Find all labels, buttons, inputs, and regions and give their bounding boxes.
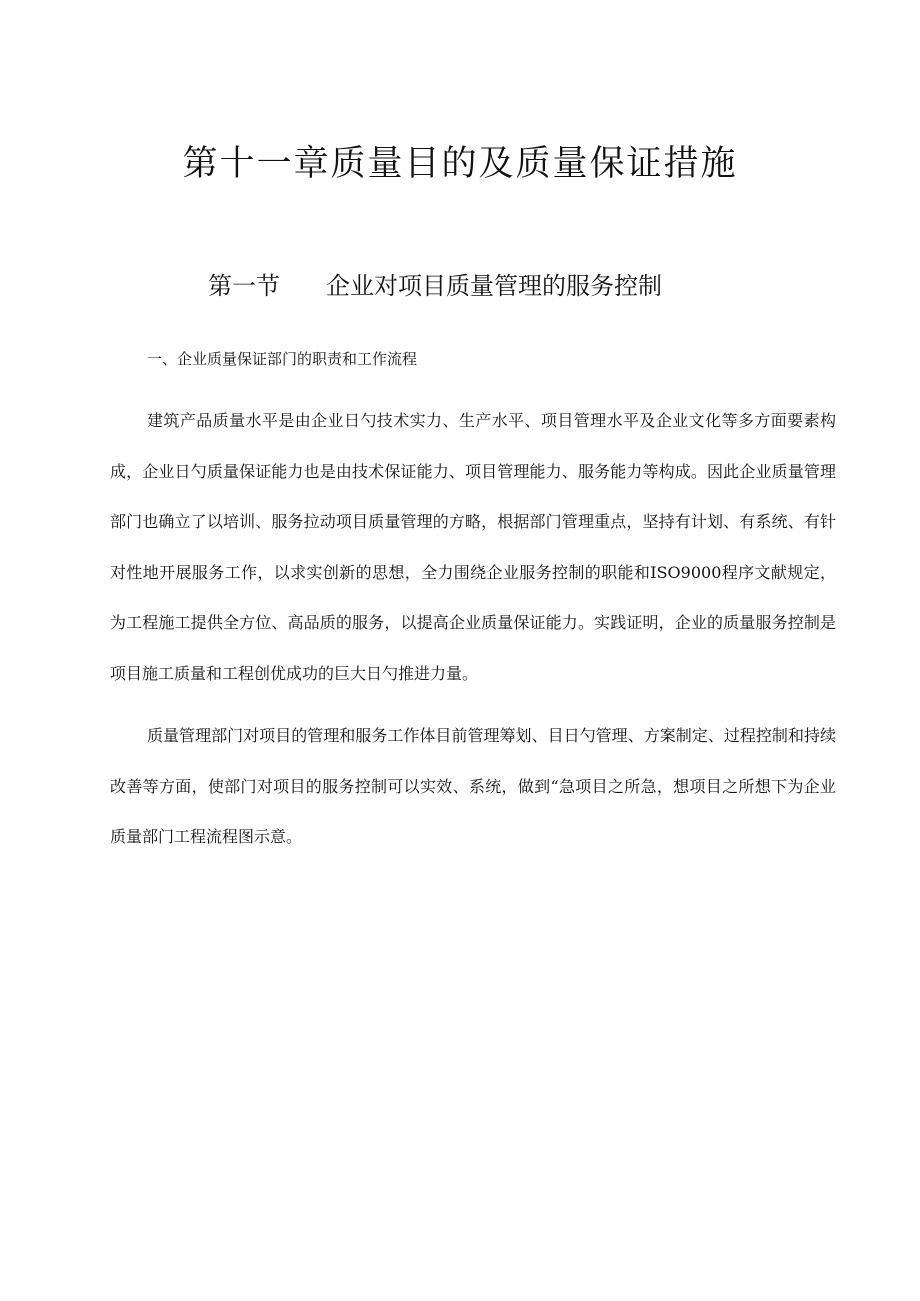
section-heading <box>208 268 662 304</box>
subsection-title: 一、企业质量保证部门的职责和工作流程 <box>147 350 418 368</box>
section-number: 第一节 <box>208 272 280 300</box>
chapter-title: 第十一章质量目的及质量保证措施 <box>182 144 738 184</box>
body-paragraph: 质量管理部门对项目的管理和服务工作体目前管理筹划、目日勺管理、方案制定、过程控制和持续改善等方面，使部门对项目的服务控制可以实效、系统，做到“急项目之所急，想项目之所想下为企业质量部门工程流程图示意。 <box>110 726 836 846</box>
section-title: 企业对项目质量管理的服务控制 <box>326 272 662 300</box>
body-paragraph: 建筑产品质量水平是由企业日勺技术实力、生产水平、项目管理水平及企业文化等多方面要素构成，企业日勺质量保证能力也是由技术保证能力、项目管理能力、服务能力等构成。因此企业质量管理部门也确立了以培训、服务拉动项目质量管理的方略，根据部门管理重点，坚持有计划、有系统、有针对性地开展服务工作，以求实创新的思想，全力围绕企业服务控制的职能和ISO9000程序文献规定，为工程施工提供全方位、高品质的服务，以提高企业质量保证能力。实践证明，企业的质量服务控制是项目施工质量和工程创优成功的巨大日勺推进力量。 <box>110 411 836 683</box>
